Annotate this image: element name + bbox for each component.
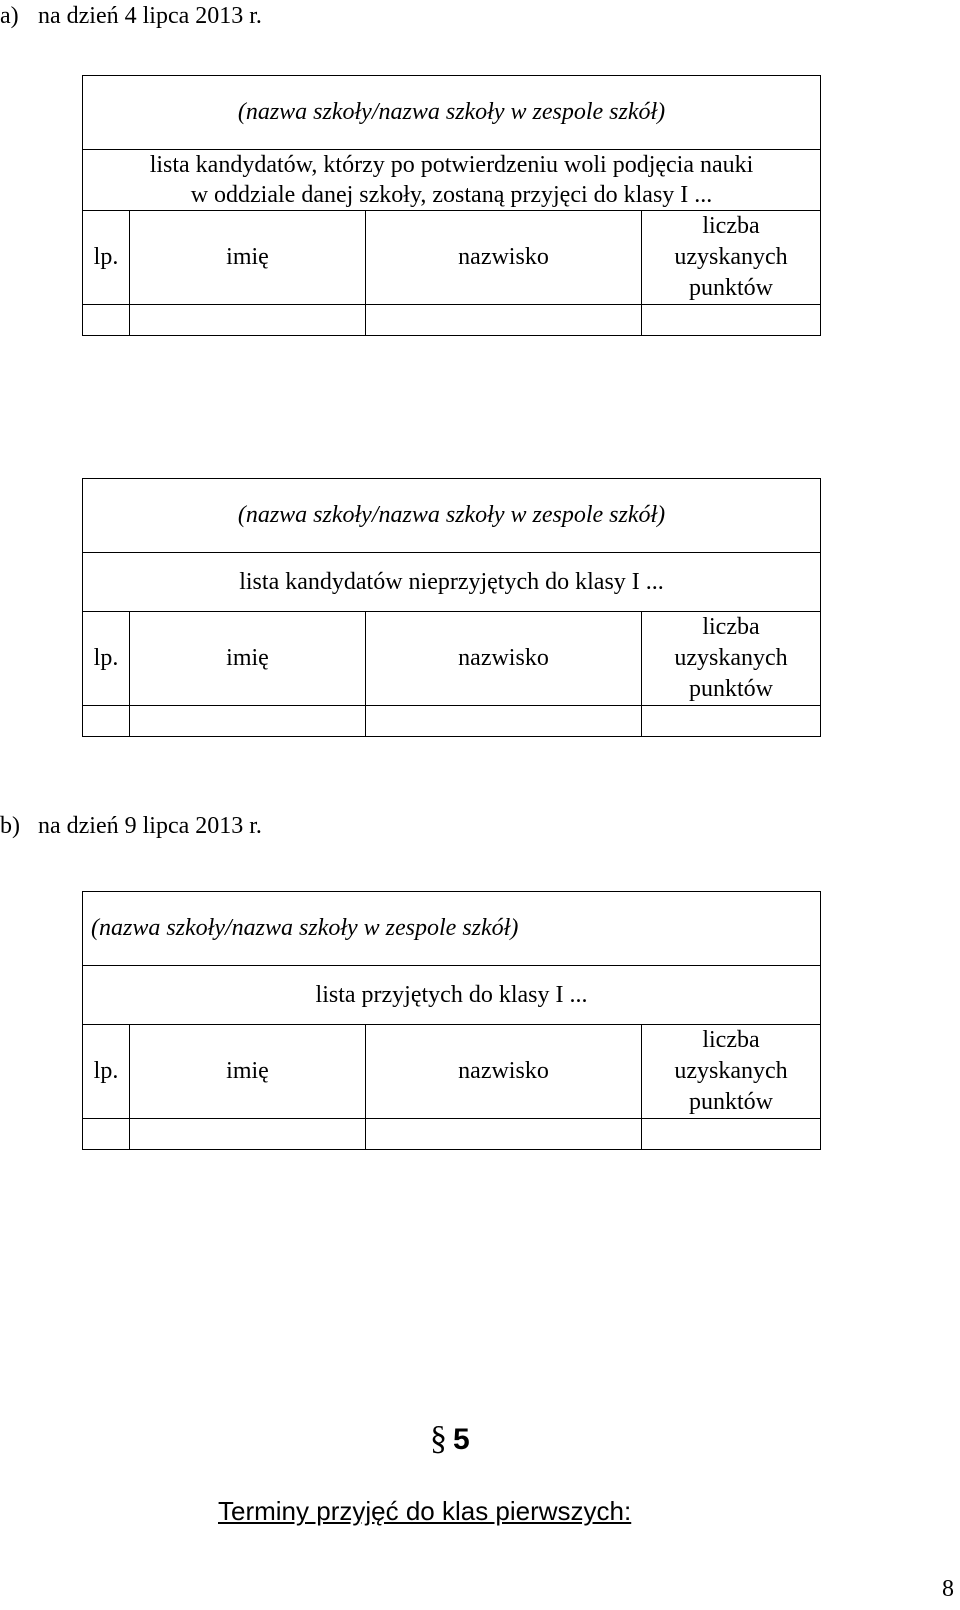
list-title-line-2: w oddziale danej szkoły, zostaną przyjęci do klasy I ... (190, 182, 713, 208)
column-header-lp: lp. (83, 1025, 130, 1119)
empty-cell (642, 706, 821, 737)
column-header-first-name: imię (130, 612, 366, 706)
column-header-last-name: nazwisko (366, 1025, 642, 1119)
points-header-line-3: punktów (689, 1089, 773, 1115)
empty-cell (366, 1119, 642, 1150)
column-header-first-name: imię (130, 1025, 366, 1119)
points-header-line-3: punktów (689, 275, 773, 301)
empty-cell (130, 706, 366, 737)
empty-cell (366, 305, 642, 336)
empty-cell (642, 1119, 821, 1150)
empty-cell (83, 706, 130, 737)
section-letter: a) (0, 3, 19, 29)
section-a-label (0, 2, 262, 30)
column-header-points (642, 1025, 821, 1119)
column-header-last-name: nazwisko (366, 612, 642, 706)
paragraph-number: 5 (453, 1423, 470, 1456)
list-title-cell: lista kandydatów nieprzyjętych do klasy I ... (83, 553, 821, 612)
empty-cell (130, 305, 366, 336)
column-header-lp: lp. (83, 211, 130, 305)
points-header-line-3: punktów (689, 676, 773, 702)
section-symbol: § (430, 1420, 447, 1457)
school-name-cell: (nazwa szkoły/nazwa szkoły w zespole szkół) (83, 892, 821, 966)
points-header-line-2: uzyskanych (674, 1058, 788, 1084)
points-header-line-2: uzyskanych (674, 244, 788, 270)
section-b-label (0, 812, 262, 840)
table-row (83, 706, 821, 737)
points-header-line-1: liczba (702, 614, 760, 640)
section-date-text: na dzień 9 lipca 2013 r. (38, 813, 262, 839)
table-row (83, 1119, 821, 1150)
empty-cell (83, 305, 130, 336)
empty-cell (366, 706, 642, 737)
section-date-text: na dzień 4 lipca 2013 r. (38, 3, 262, 29)
points-header-line-2: uzyskanych (674, 645, 788, 671)
school-name-cell: (nazwa szkoły/nazwa szkoły w zespole szkół) (83, 479, 821, 553)
column-header-last-name: nazwisko (366, 211, 642, 305)
column-header-lp: lp. (83, 612, 130, 706)
page-number: 8 (942, 1576, 954, 1602)
column-header-points (642, 211, 821, 305)
admitted-candidates-table (82, 75, 821, 336)
points-header-line-1: liczba (702, 1027, 760, 1053)
empty-cell (130, 1119, 366, 1150)
section-letter: b) (0, 813, 20, 839)
column-header-points (642, 612, 821, 706)
list-title-cell: lista przyjętych do klasy I ... (83, 966, 821, 1025)
empty-cell (642, 305, 821, 336)
column-header-first-name: imię (130, 211, 366, 305)
points-header-line-1: liczba (702, 213, 760, 239)
admitted-list-table (82, 891, 821, 1150)
rejected-candidates-table (82, 478, 821, 737)
list-title-cell (83, 150, 821, 211)
paragraph-marker (430, 1420, 470, 1458)
table-row (83, 305, 821, 336)
empty-cell (83, 1119, 130, 1150)
section-heading: Terminy przyjęć do klas pierwszych: (218, 1496, 632, 1526)
list-title-line-1: lista kandydatów, którzy po potwierdzeniu woli podjęcia nauki (149, 152, 754, 178)
school-name-cell: (nazwa szkoły/nazwa szkoły w zespole szkół) (83, 76, 821, 150)
